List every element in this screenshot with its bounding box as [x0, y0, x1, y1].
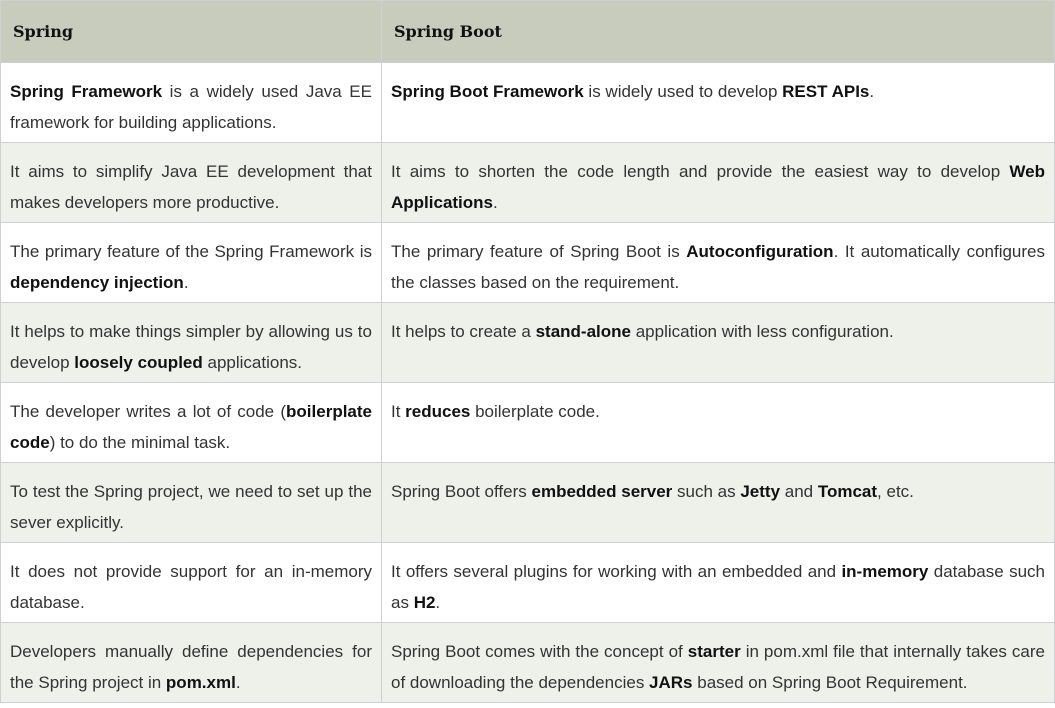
cell-text: ) to do the minimal task.: [49, 433, 231, 452]
cell-text: . It automatically configures the classes based on the requirement.: [391, 242, 1045, 292]
bold-term: embedded server: [531, 482, 673, 501]
cell-spring-boot: [382, 143, 1055, 223]
cell-text: The developer writes a lot of code (: [10, 402, 287, 421]
cell-text: It helps to make things simpler by allowing us to develop: [10, 322, 372, 372]
bold-term: starter: [687, 642, 741, 661]
table-row: [1, 63, 1055, 143]
header-spring-boot: Spring Boot: [382, 1, 1055, 63]
bold-term: boilerplate code: [10, 402, 372, 452]
cell-text: such as: [672, 482, 741, 501]
bold-term: stand-alone: [535, 322, 631, 341]
bold-term: loosely coupled: [74, 353, 203, 372]
cell-spring: [1, 63, 382, 143]
cell-text: To test the Spring project, we need to set up the sever explicitly.: [10, 482, 372, 532]
cell-text: Spring Boot offers: [391, 482, 532, 501]
cell-text: .: [869, 82, 875, 101]
cell-text: .: [435, 593, 441, 612]
cell-text: based on Spring Boot Requirement.: [692, 673, 968, 692]
cell-text: application with less configuration.: [631, 322, 894, 341]
cell-text: The primary feature of Spring Boot is: [391, 242, 687, 261]
cell-text: applications.: [202, 353, 302, 372]
bold-term: Autoconfiguration: [686, 242, 834, 261]
cell-spring: [1, 383, 382, 463]
cell-spring: [1, 143, 382, 223]
cell-text: It offers several plugins for working with an embedded and: [391, 562, 842, 581]
table-row: [1, 303, 1055, 383]
bold-term: Spring Boot Framework: [391, 82, 584, 101]
cell-text: is a widely used Java EE framework for building applications.: [10, 82, 372, 132]
cell-text: Spring Boot comes with the concept of: [391, 642, 688, 661]
bold-term: Jetty: [740, 482, 781, 501]
bold-term: dependency injection: [10, 273, 184, 292]
cell-text: , etc.: [877, 482, 914, 501]
cell-spring: [1, 543, 382, 623]
cell-text: It aims to shorten the code length and provide the easiest way to develop: [391, 162, 1010, 181]
cell-spring-boot: [382, 543, 1055, 623]
cell-text: database such as: [391, 562, 1046, 612]
cell-text: in pom.xml file that internally takes care of downloading the dependencies: [391, 642, 1045, 692]
table-row: [1, 143, 1055, 223]
bold-term: reduces: [405, 402, 471, 421]
cell-spring: [1, 623, 382, 703]
cell-spring: [1, 463, 382, 543]
cell-spring-boot: [382, 463, 1055, 543]
cell-spring-boot: [382, 383, 1055, 463]
bold-term: pom.xml: [165, 673, 236, 692]
header-row: [1, 1, 1055, 63]
bold-term: in-memory: [841, 562, 929, 581]
cell-text: It aims to simplify Java EE development that makes developers more productive.: [10, 162, 372, 212]
bold-term: JARs: [649, 673, 693, 692]
cell-text: It does not provide support for an in-memory database.: [10, 562, 372, 612]
cell-spring-boot: [382, 223, 1055, 303]
cell-spring-boot: [382, 303, 1055, 383]
table-row: [1, 463, 1055, 543]
cell-spring-boot: [382, 623, 1055, 703]
cell-text: boilerplate code.: [470, 402, 600, 421]
cell-text: It: [391, 402, 406, 421]
cell-spring-boot: [382, 63, 1055, 143]
bold-term: REST APIs: [782, 82, 870, 101]
cell-text: .: [493, 193, 498, 212]
cell-text: It helps to create a: [391, 322, 536, 341]
bold-term: H2: [413, 593, 436, 612]
bold-term: Spring Framework: [10, 82, 163, 101]
table-row: [1, 383, 1055, 463]
cell-text: The primary feature of the Spring Framework is: [10, 242, 372, 261]
cell-text: .: [235, 673, 241, 692]
cell-spring: [1, 223, 382, 303]
table-row: [1, 543, 1055, 623]
table-body: [1, 63, 1055, 703]
cell-text: and: [780, 482, 818, 501]
table-row: [1, 623, 1055, 703]
cell-text: Developers manually define dependencies for the Spring project in: [10, 642, 372, 692]
header-spring: Spring: [1, 1, 382, 63]
table-row: [1, 223, 1055, 303]
cell-spring: [1, 303, 382, 383]
cell-text: is widely used to develop: [583, 82, 783, 101]
cell-text: .: [183, 273, 189, 292]
bold-term: Tomcat: [817, 482, 878, 501]
bold-term: Web Applications: [391, 162, 1045, 212]
